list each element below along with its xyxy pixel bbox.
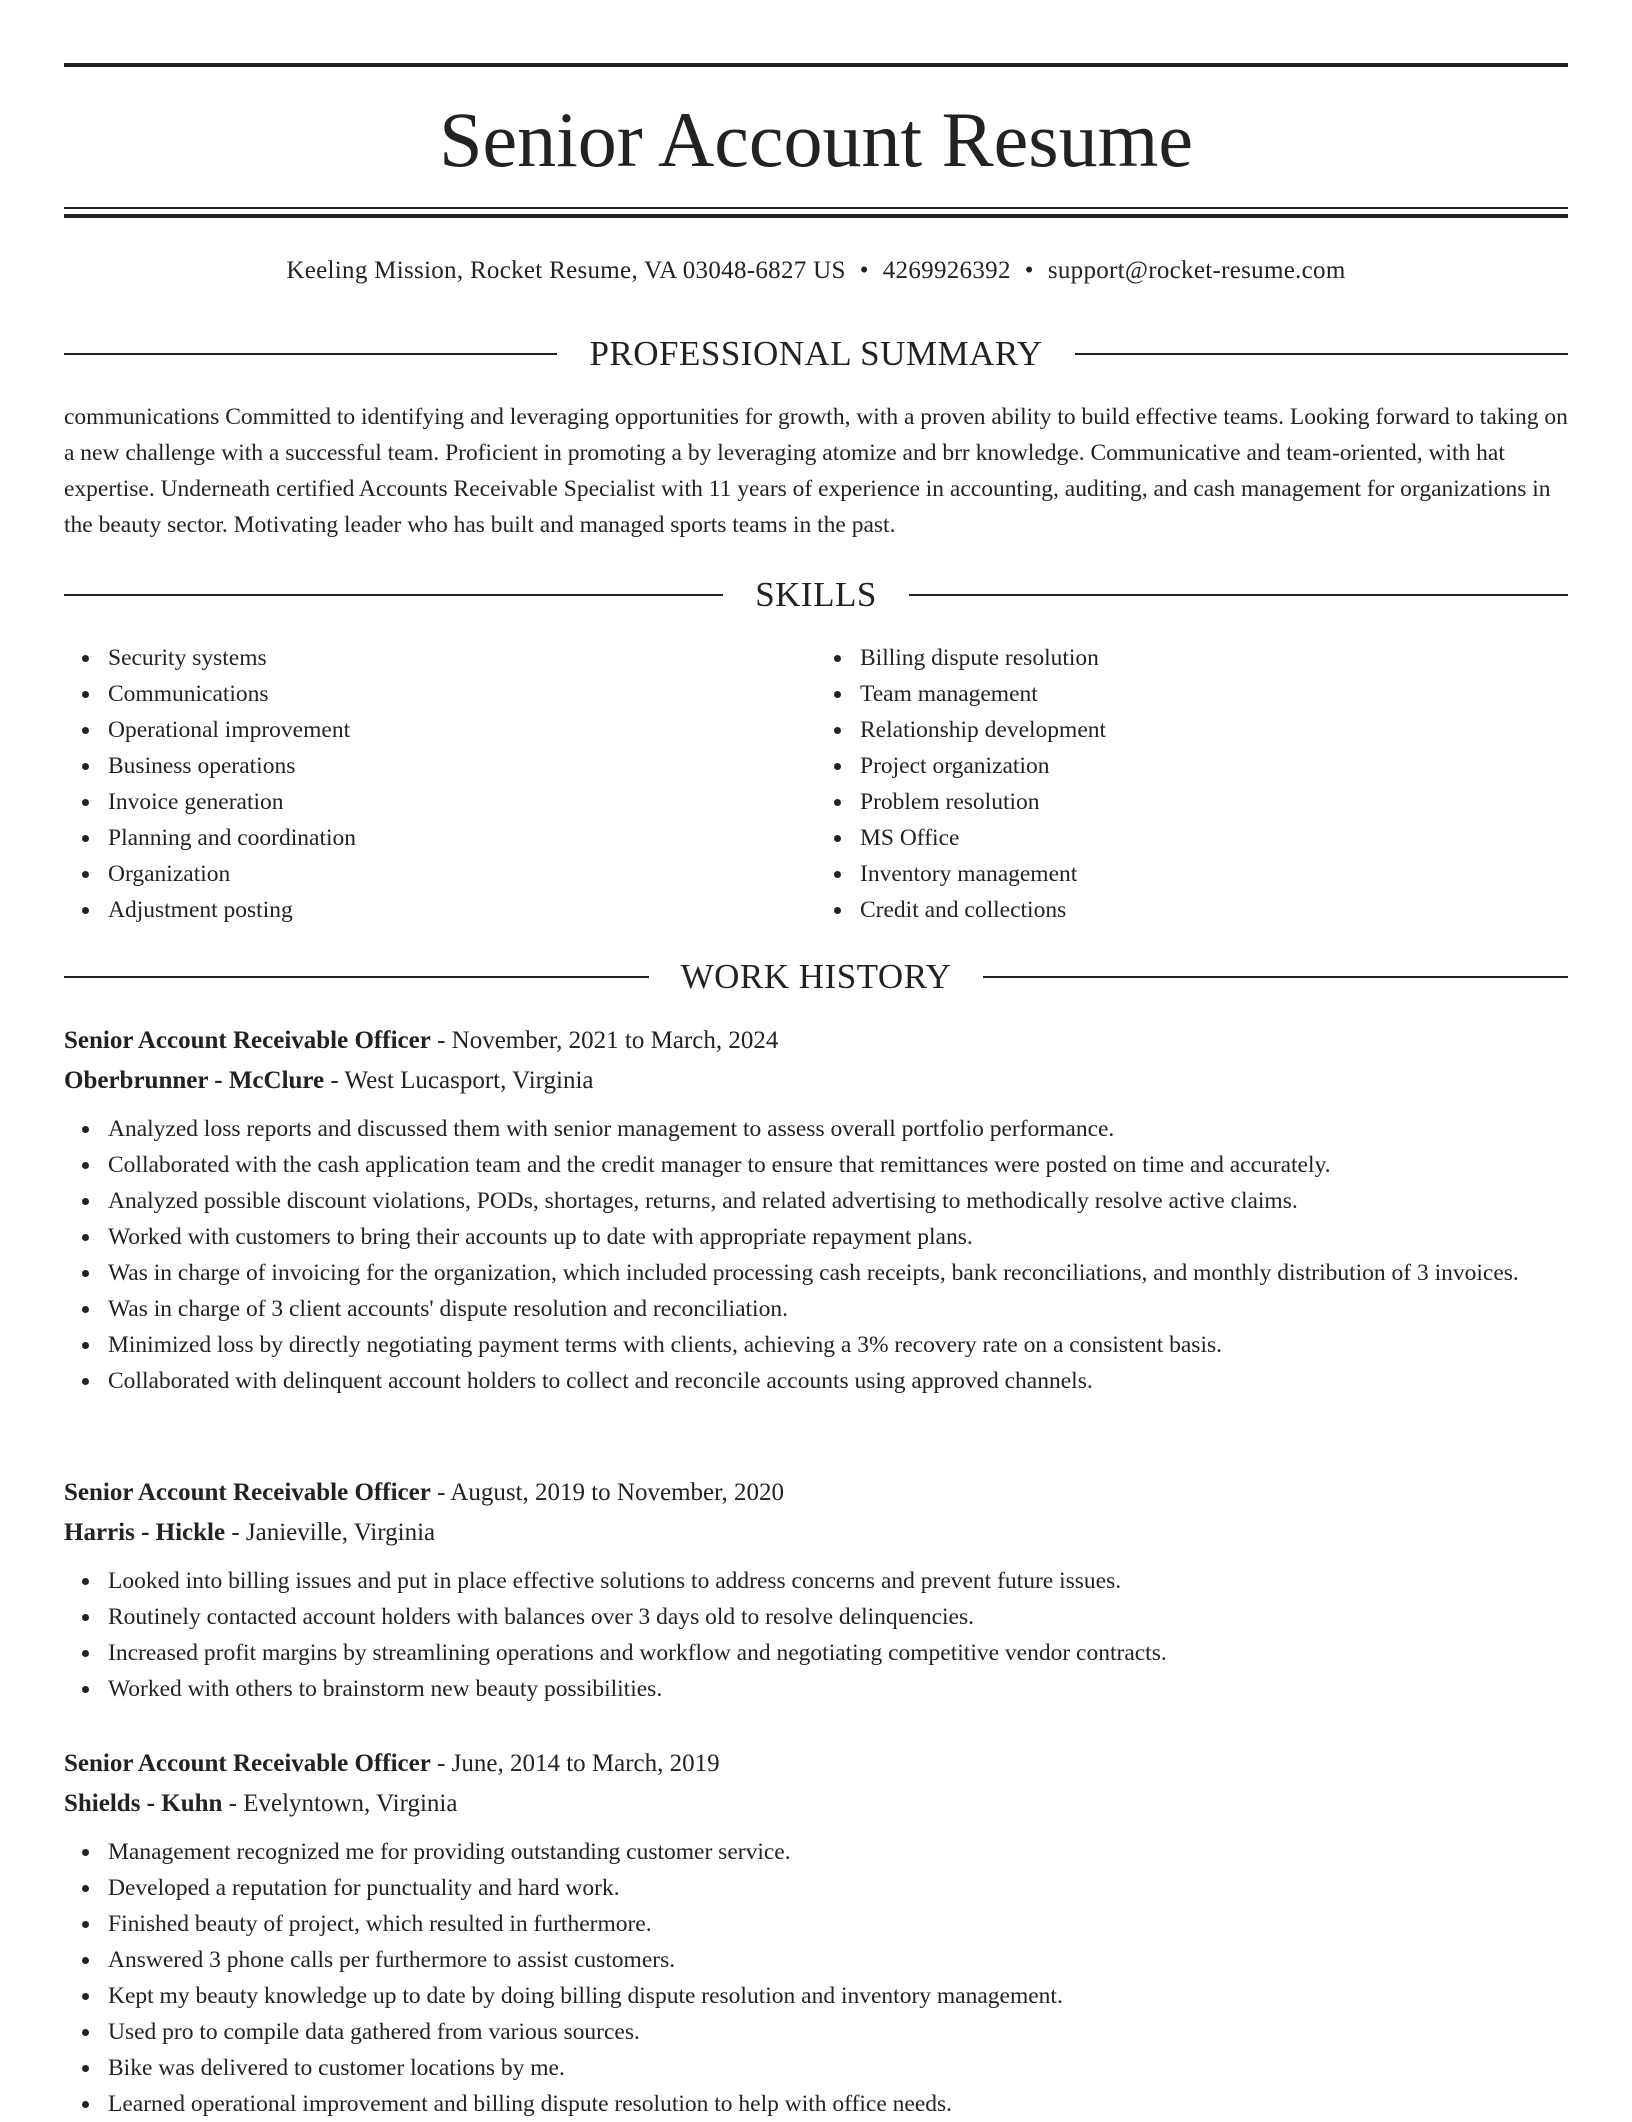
job-company: Shields - Kuhn — [64, 1790, 223, 1817]
divider-line — [64, 353, 557, 355]
top-rule — [64, 63, 1568, 67]
contact-email[interactable]: support@rocket-resume.com — [1047, 257, 1346, 284]
summary-heading — [64, 332, 1568, 376]
job-title-row — [64, 1473, 1568, 1513]
job-bullet: Minimized loss by directly negotiating payment terms with clients, achieving a 3% recovery rate on a consistent basis. — [108, 1327, 1568, 1363]
job-title-row — [64, 1744, 1568, 1784]
job-company: Harris - Hickle — [64, 1519, 226, 1546]
job-bullets — [64, 1834, 1568, 2122]
summary-text: communications Committed to identifying and leveraging opportunities for growth, with a proven ability to build effective teams. Looking forward to taking on a new challenge with a successful team. Proficient in promoting a by leveraging atomize and brr knowledge. Communicative and team-oriented, with hat expertise. Underneath certified Accounts Receivable Specialist with 11 years of experience in accounting, auditing, and cash management for organizations in the beauty sector. Motivating leader who has built and managed sports teams in the past. — [64, 404, 1568, 538]
skill-item: Planning and coordination — [108, 820, 816, 856]
skills-heading — [64, 573, 1568, 617]
skill-item: Organization — [108, 856, 816, 892]
divider-line — [1075, 353, 1568, 355]
job-location: - Janieville, Virginia — [225, 1519, 436, 1546]
job-dates: - June, 2014 to March, 2019 — [430, 1750, 720, 1777]
skills-column-right — [816, 640, 1568, 928]
job-entry — [64, 1021, 1568, 1399]
job-bullet: Was in charge of invoicing for the organization, which included processing cash receipts, bank reconciliations, and monthly distribution of 3 invoices. — [108, 1255, 1568, 1291]
job-bullets — [64, 1563, 1568, 1707]
job-company-row — [64, 1784, 1568, 1824]
skill-item: Communications — [108, 676, 816, 712]
divider-line — [64, 976, 649, 978]
skill-item: Invoice generation — [108, 784, 816, 820]
skill-item: Operational improvement — [108, 712, 816, 748]
job-entry — [64, 1744, 1568, 2122]
skills-column-left — [64, 640, 816, 928]
job-title: Senior Account Receivable Officer — [64, 1750, 431, 1777]
contact-address: Keeling Mission, Rocket Resume, VA 03048-6827 US — [286, 257, 846, 284]
job-location: - West Lucasport, Virginia — [324, 1067, 594, 1094]
job-bullet: Increased profit margins by streamlining operations and workflow and negotiating competitive vendor contracts. — [108, 1635, 1568, 1671]
job-company-row — [64, 1061, 1568, 1101]
contact-separator: • — [859, 257, 869, 284]
job-title: Senior Account Receivable Officer — [64, 1479, 431, 1506]
skill-item: Team management — [860, 676, 1568, 712]
skills-list — [64, 640, 1568, 928]
skill-item: Adjustment posting — [108, 892, 816, 928]
job-bullet: Collaborated with delinquent account holders to collect and reconcile accounts using approved channels. — [108, 1363, 1568, 1399]
job-bullet: Bike was delivered to customer locations by me. — [108, 2050, 1568, 2086]
skill-item: Relationship development — [860, 712, 1568, 748]
job-dates: - August, 2019 to November, 2020 — [430, 1479, 784, 1506]
section-title: SKILLS — [755, 575, 877, 614]
job-bullet: Worked with others to brainstorm new beauty possibilities. — [108, 1671, 1568, 1707]
job-bullet: Used pro to compile data gathered from various sources. — [108, 2014, 1568, 2050]
job-title: Senior Account Receivable Officer — [64, 1027, 431, 1054]
job-bullet: Analyzed loss reports and discussed them with senior management to assess overall portfolio performance. — [108, 1111, 1568, 1147]
section-title: WORK HISTORY — [680, 957, 952, 996]
contact-phone: 4269926392 — [882, 257, 1011, 284]
job-bullet: Finished beauty of project, which resulted in furthermore. — [108, 1906, 1568, 1942]
contact-line — [64, 254, 1568, 288]
section-title: PROFESSIONAL SUMMARY — [589, 334, 1043, 373]
skill-item: Inventory management — [860, 856, 1568, 892]
job-bullet: Was in charge of 3 client accounts' dispute resolution and reconciliation. — [108, 1291, 1568, 1327]
skill-item: Problem resolution — [860, 784, 1568, 820]
title-double-rule — [64, 207, 1568, 218]
skill-item: Security systems — [108, 640, 816, 676]
job-bullet: Collaborated with the cash application team and the credit manager to ensure that remittances were posted on time and accurately. — [108, 1147, 1568, 1183]
job-bullet: Looked into billing issues and put in place effective solutions to address concerns and prevent future issues. — [108, 1563, 1568, 1599]
contact-separator: • — [1024, 257, 1034, 284]
skill-item: Credit and collections — [860, 892, 1568, 928]
job-bullet: Answered 3 phone calls per furthermore to assist customers. — [108, 1942, 1568, 1978]
work-history-heading — [64, 955, 1568, 999]
job-bullet: Kept my beauty knowledge up to date by doing billing dispute resolution and inventory management. — [108, 1978, 1568, 2014]
job-bullets — [64, 1111, 1568, 1399]
job-title-row — [64, 1021, 1568, 1061]
job-bullet: Analyzed possible discount violations, PODs, shortages, returns, and related advertising to methodically resolve active claims. — [108, 1183, 1568, 1219]
job-location: - Evelyntown, Virginia — [222, 1790, 458, 1817]
resume-page — [64, 0, 1568, 2117]
skill-item: Billing dispute resolution — [860, 640, 1568, 676]
skill-item: Business operations — [108, 748, 816, 784]
job-bullet: Management recognized me for providing outstanding customer service. — [108, 1834, 1568, 1870]
job-entry — [64, 1473, 1568, 1707]
divider-line — [64, 594, 723, 596]
divider-line — [909, 594, 1568, 596]
job-bullet: Routinely contacted account holders with balances over 3 days old to resolve delinquencies. — [108, 1599, 1568, 1635]
skill-item: Project organization — [860, 748, 1568, 784]
job-company-row — [64, 1513, 1568, 1553]
job-bullet: Learned operational improvement and billing dispute resolution to help with office needs. — [108, 2086, 1568, 2122]
job-dates: - November, 2021 to March, 2024 — [430, 1027, 779, 1054]
resume-title: Senior Account Resume — [439, 96, 1193, 183]
job-bullet: Developed a reputation for punctuality and hard work. — [108, 1870, 1568, 1906]
skill-item: MS Office — [860, 820, 1568, 856]
divider-line — [983, 976, 1568, 978]
job-bullet: Worked with customers to bring their accounts up to date with appropriate repayment plans. — [108, 1219, 1568, 1255]
job-company: Oberbrunner - McClure — [64, 1067, 325, 1094]
